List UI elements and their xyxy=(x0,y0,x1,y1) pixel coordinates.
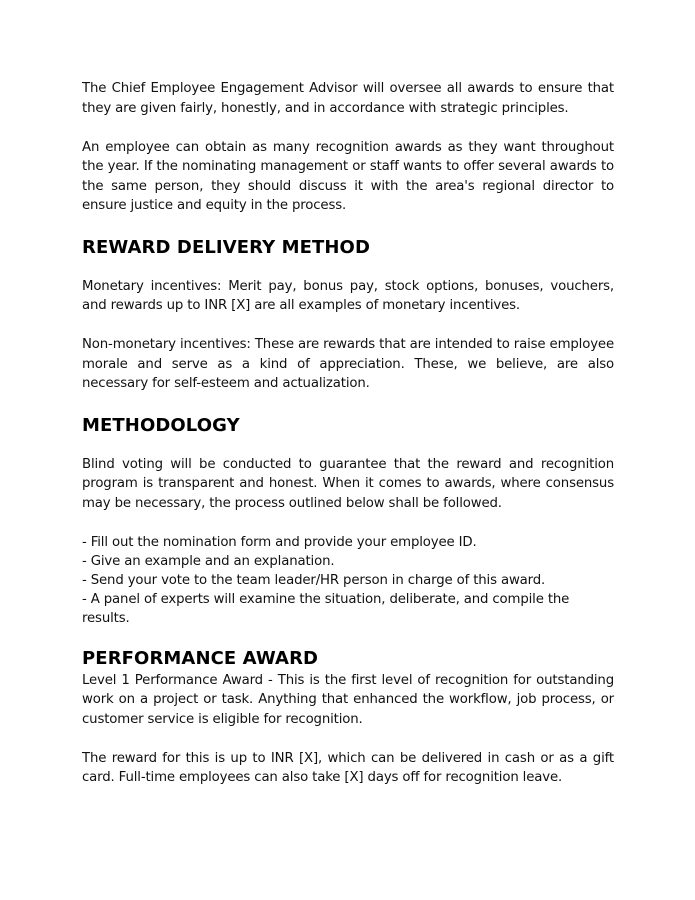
non-monetary-incentives-paragraph: Non-monetary incentives: These are rewards that are intended to raise employee morale and serve as a kind of appreciation. These, we believe, are also necessary for self-esteem and actualization. xyxy=(82,337,614,391)
list-item: - Send your vote to the team leader/HR person in charge of this award. xyxy=(82,571,614,590)
methodology-heading: METHODOLOGY xyxy=(82,414,240,436)
intro-paragraph-2: An employee can obtain as many recognition awards as they want throughout the year. If the nominating management or staff wants to offer several awards to the same person, they should discuss it with the area's regional director to ensure justice and equity in the process. xyxy=(82,139,614,213)
methodology-paragraph: Blind voting will be conducted to guarantee that the reward and recognition program is transparent and honest. When it comes to awards, where consensus may be necessary, the process outlined below shall be followed. xyxy=(82,456,614,511)
spacer xyxy=(82,316,614,336)
performance-award-heading: PERFORMANCE AWARD xyxy=(82,647,319,669)
monetary-incentives-paragraph: Monetary incentives: Merit pay, bonus pay, stock options, bonuses, vouchers, and rewards up to INR [X] are all examples of monetary incentives. xyxy=(82,278,614,313)
document-body xyxy=(82,79,614,788)
methodology-steps-list xyxy=(82,533,614,628)
spacer xyxy=(82,729,614,749)
list-item: - Fill out the nomination form and provide your employee ID. xyxy=(82,533,614,552)
performance-award-paragraph-2: The reward for this is up to INR [X], which can be delivered in cash or as a gift card. Full-time employees can also take [X] days off for recognition leave. xyxy=(82,750,614,785)
performance-award-paragraph-1: Level 1 Performance Award - This is the first level of recognition for outstanding work on a project or task. Anything that enhanced the workflow, job process, or customer service is eligible for recognition. xyxy=(82,672,614,727)
list-item: - A panel of experts will examine the situation, deliberate, and compile the results. xyxy=(82,590,614,628)
spacer xyxy=(82,118,614,138)
spacer xyxy=(82,513,614,533)
intro-paragraph-1: The Chief Employee Engagement Advisor will oversee all awards to ensure that they are given fairly, honestly, and in accordance with strategic principles. xyxy=(82,81,614,116)
list-item: - Give an example and an explanation. xyxy=(82,552,614,571)
reward-delivery-heading: REWARD DELIVERY METHOD xyxy=(82,236,371,258)
